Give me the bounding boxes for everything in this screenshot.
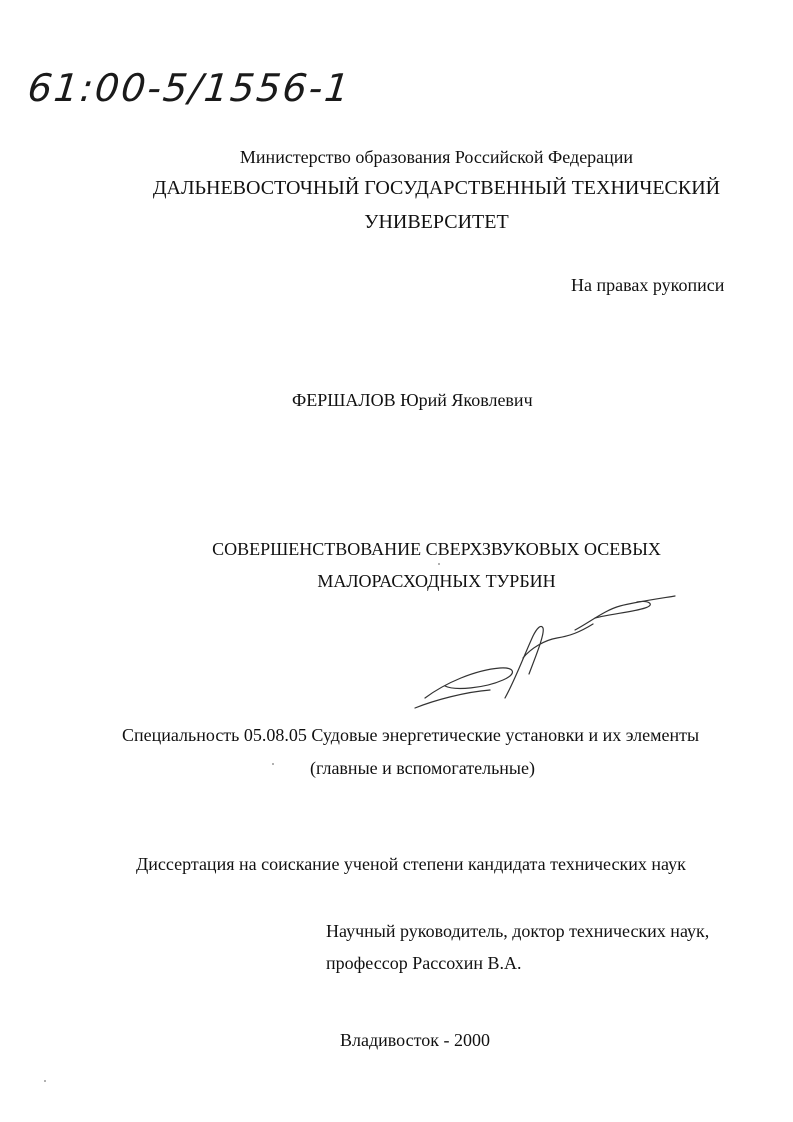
university-name-line1: ДАЛЬНЕВОСТОЧНЫЙ ГОСУДАРСТВЕННЫЙ ТЕХНИЧЕСКИЙ [152, 177, 721, 199]
dissertation-title-line2: МАЛОРАСХОДНЫХ ТУРБИН [317, 571, 556, 591]
ministry-heading: Министерство образования Российской Федерации [239, 147, 634, 167]
city-and-year: Владивосток - 2000 [340, 1030, 490, 1050]
scan-speck [44, 1080, 46, 1082]
advisor-line2: профессор Рассохин В.А. [326, 953, 522, 973]
scan-speck [438, 563, 440, 565]
signature [405, 588, 685, 718]
specialty-line1: Специальность 05.08.05 Судовые энергетические установки и их элементы [122, 725, 700, 745]
dissertation-degree: Диссертация на соискание ученой степени кандидата технических наук [136, 854, 686, 874]
author-name: ФЕРШАЛОВ Юрий Яковлевич [292, 390, 533, 410]
specialty-line2: (главные и вспомогательные) [310, 758, 536, 778]
scan-speck [272, 763, 274, 765]
archive-code-handwritten: 61:00-5/1556-1 [25, 66, 354, 110]
dissertation-title-line1: СОВЕРШЕНСТВОВАНИЕ СВЕРХЗВУКОВЫХ ОСЕВЫХ [212, 539, 661, 559]
university-name-line2: УНИВЕРСИТЕТ [364, 211, 509, 233]
manuscript-rights-note: На правах рукописи [571, 275, 725, 295]
advisor-line1: Научный руководитель, доктор технических наук, [326, 921, 710, 941]
